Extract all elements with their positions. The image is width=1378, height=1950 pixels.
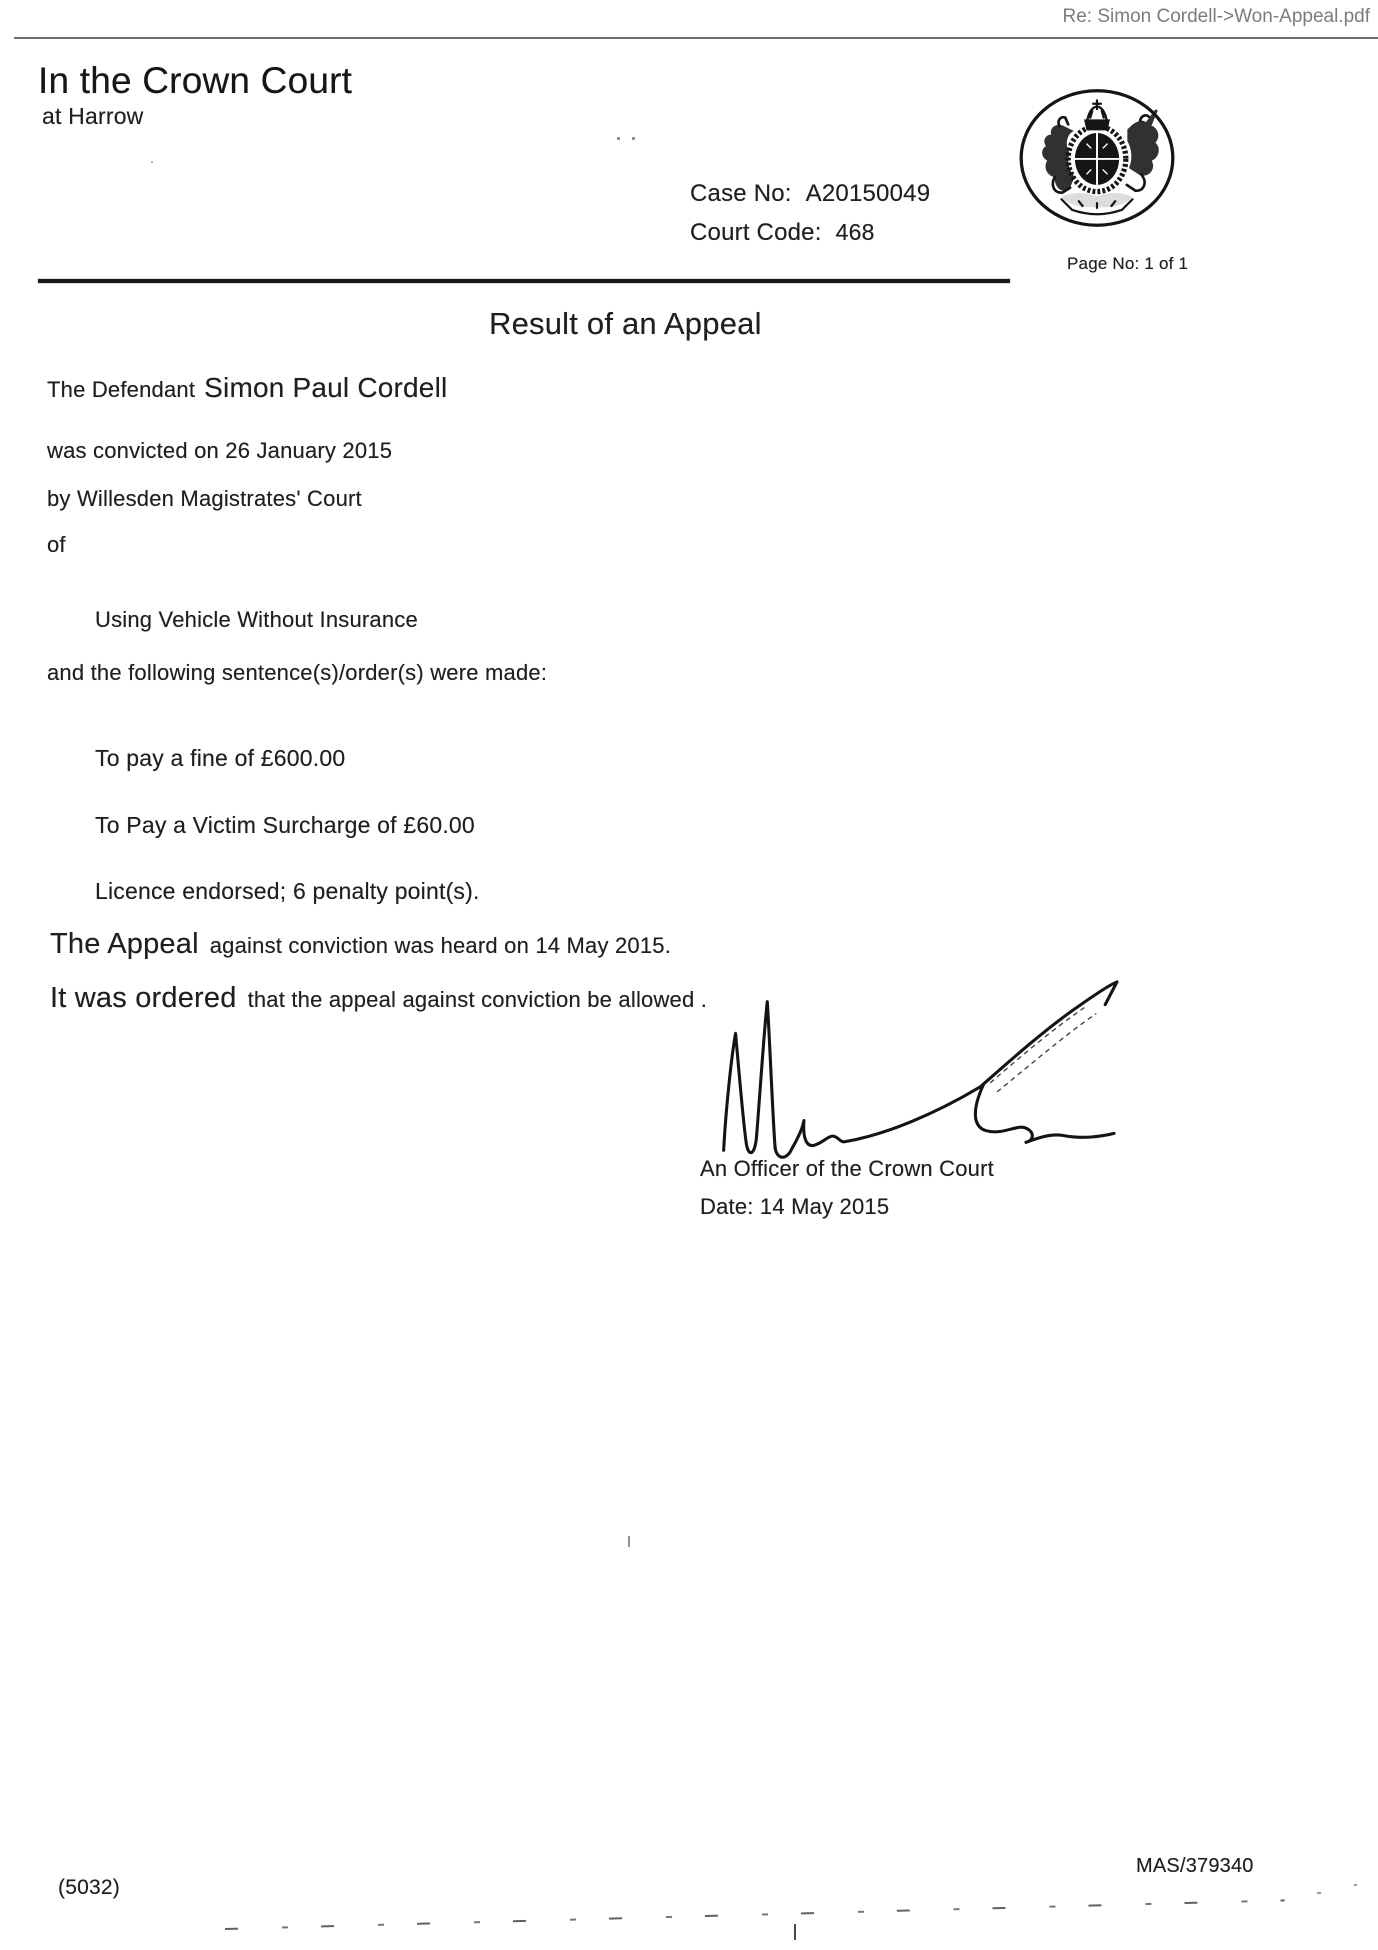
offence-line: Using Vehicle Without Insurance: [95, 607, 418, 632]
sentence-item-fine: To pay a fine of £600.00: [95, 745, 346, 771]
court-code-label: Court Code:: [690, 219, 822, 246]
case-number-label: Case No:: [690, 180, 792, 207]
court-code-value: 468: [835, 219, 875, 245]
court-code-row: [690, 219, 875, 247]
scan-speck: [1354, 1884, 1357, 1886]
appeal-heard-line: [50, 928, 671, 961]
viewer-divider: [14, 37, 1378, 39]
footer-form-number: (5032): [58, 1876, 120, 1899]
scan-speck: [151, 161, 153, 163]
page-number: Page No: 1 of 1: [1067, 254, 1189, 273]
officer-signature: [688, 970, 1124, 1172]
appeal-rest: against conviction was heard on 14 May 2015.: [209, 933, 672, 958]
viewer-filename: Re: Simon Cordell->Won-Appeal.pdf: [1062, 6, 1370, 27]
of-line: of: [47, 532, 66, 557]
defendant-name: Simon Paul Cordell: [204, 372, 448, 403]
scan-speck: [628, 1536, 630, 1547]
scan-speck: [632, 137, 635, 140]
scan-speck: [1317, 1892, 1321, 1894]
page-title: In the Crown Court: [38, 60, 353, 101]
scan-speck: [794, 1924, 796, 1940]
convicting-court-line: by Willesden Magistrates' Court: [47, 486, 362, 511]
royal-coat-of-arms-icon: [1015, 86, 1179, 230]
officer-title-line: An Officer of the Crown Court: [700, 1156, 994, 1181]
case-number-value: A20150049: [805, 180, 931, 207]
order-lead: It was ordered: [50, 982, 237, 1014]
scan-artifact-line: [225, 1899, 1285, 1930]
appeal-lead: The Appeal: [50, 928, 199, 960]
sentence-item-surcharge: To Pay a Victim Surcharge of £60.00: [95, 812, 475, 838]
conviction-date-line: was convicted on 26 January 2015: [47, 438, 393, 463]
defendant-line: [47, 372, 447, 404]
signature-date-line: Date: 14 May 2015: [700, 1194, 890, 1219]
footer-reference: MAS/379340: [1136, 1855, 1254, 1877]
header-rule: [38, 279, 1010, 283]
document-title: Result of an Appeal: [489, 306, 762, 341]
sentence-intro-line: and the following sentence(s)/order(s) were made:: [47, 660, 548, 685]
defendant-label: The Defendant: [47, 377, 196, 402]
scan-speck: [617, 137, 620, 140]
case-number-row: [690, 180, 930, 208]
sentence-item-licence: Licence endorsed; 6 penalty point(s).: [95, 878, 480, 904]
order-line: [50, 982, 707, 1015]
court-location: at Harrow: [42, 103, 144, 129]
order-rest: that the appeal against conviction be allowed .: [247, 987, 708, 1012]
